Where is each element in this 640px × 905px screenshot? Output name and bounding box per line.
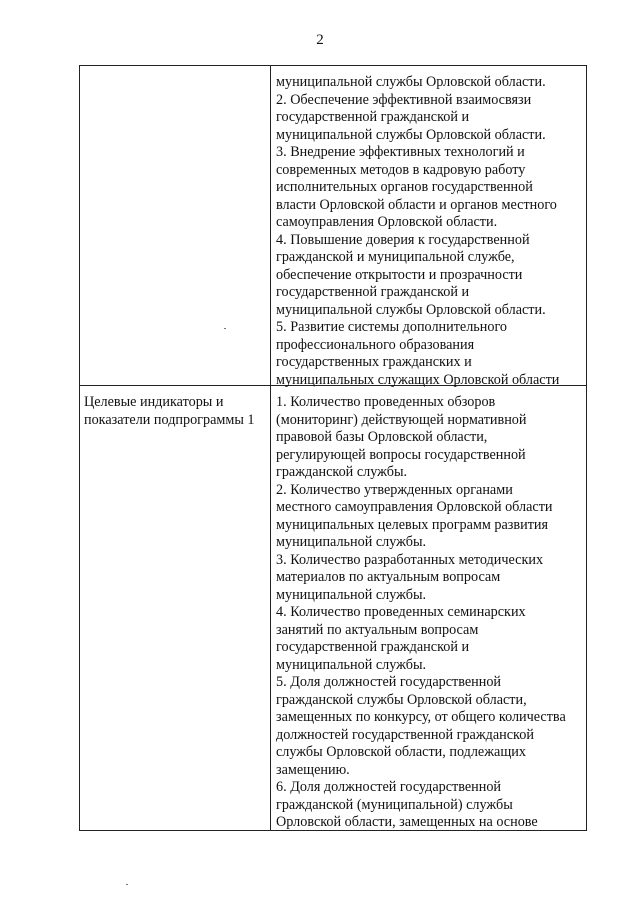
text-line: муниципальной службы Орловской области. (276, 74, 546, 90)
text-line: муниципальной службы Орловской области. (276, 301, 546, 318)
text-line: исполнительных органов государственной (276, 179, 533, 195)
text-line: службы Орловской области, подлежащих (276, 744, 526, 760)
text-line: Орловской области, замещенных на основе (276, 814, 538, 830)
text-line: гражданской и муниципальной службе, (276, 249, 515, 265)
text-line: 4. Количество проведенных семинарских (276, 604, 526, 620)
scan-speck (224, 328, 226, 329)
text-line: гражданской службы Орловской области, (276, 691, 527, 708)
text-line: показатели подпрограммы 1 (84, 411, 255, 428)
text-line: должностей государственной гражданской (276, 726, 534, 743)
text-line: регулирующей вопросы государственной (276, 446, 526, 463)
text-line: материалов по актуальным вопросам (276, 569, 501, 585)
text-line: муниципальной службы Орловской области. (276, 126, 546, 143)
text-line: обеспечение открытости и прозрачности (276, 266, 523, 283)
scan-speck (126, 884, 128, 885)
text-line: Целевые индикаторы и (84, 394, 224, 410)
text-line: занятий по актуальным вопросам (276, 621, 479, 638)
tasks-cell (276, 74, 559, 389)
text-line: государственной гражданской и (276, 109, 470, 125)
indicators-cell (276, 394, 566, 832)
text-line: (мониторинг) действующей нормативной (276, 411, 527, 428)
text-line: 6. Доля должностей государственной (276, 779, 502, 795)
text-line: муниципальных служащих Орловской области (276, 371, 560, 388)
text-line: государственной гражданской и (276, 284, 470, 300)
text-line: муниципальных целевых программ развития (276, 516, 549, 533)
text-line: государственных гражданских и (276, 354, 472, 370)
text-line: муниципальной службы. (276, 586, 427, 603)
text-line: замещенных по конкурсу, от общего количества (276, 709, 566, 725)
page-number: 2 (316, 32, 324, 48)
text-line: муниципальной службы. (276, 534, 427, 550)
text-line: местного самоуправления Орловской области (276, 499, 553, 515)
text-line: 2. Обеспечение эффективной взаимосвязи (276, 91, 532, 108)
text-line: власти Орловской области и органов местного (276, 196, 557, 213)
text-line: гражданской (муниципальной) службы (276, 796, 513, 813)
text-line: гражданской службы. (276, 464, 408, 480)
text-line: 1. Количество проведенных обзоров (276, 394, 496, 410)
text-line: 5. Доля должностей государственной (276, 674, 502, 690)
text-line: муниципальной службы. (276, 656, 427, 673)
text-line: 5. Развитие системы дополнительного (276, 319, 508, 335)
text-line: правовой базы Орловской области, (276, 429, 488, 445)
text-line: современных методов в кадровую работу (276, 161, 526, 178)
text-line: профессионального образования (276, 336, 475, 353)
text-line: замещению. (276, 761, 350, 778)
text-line: 3. Внедрение эффективных технологий и (276, 144, 525, 160)
text-line: 3. Количество разработанных методических (276, 551, 544, 568)
text-line: самоуправления Орловской области. (276, 214, 498, 230)
indicators-heading-cell (84, 394, 255, 429)
text-line: 2. Количество утвержденных органами (276, 481, 513, 498)
subprogram-passport-table (79, 65, 587, 831)
text-line: 4. Повышение доверия к государственной (276, 231, 530, 248)
text-line: государственной гражданской и (276, 639, 470, 655)
column-divider (270, 66, 271, 830)
